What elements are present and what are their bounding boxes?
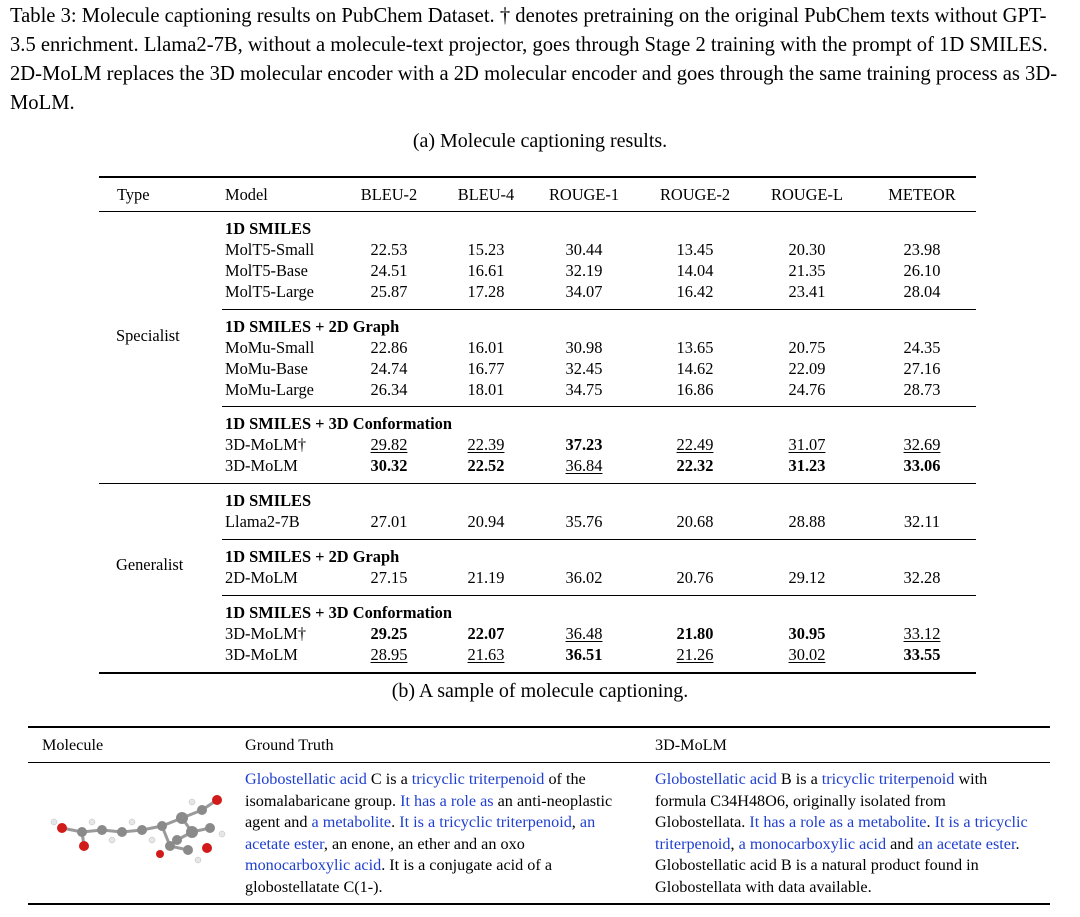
metric-cell: 20.75 bbox=[788, 338, 826, 357]
group-rule bbox=[222, 539, 976, 540]
metric-cell: 26.34 bbox=[370, 380, 408, 399]
metric-cell: 22.39 bbox=[467, 435, 505, 454]
metric-cell: 37.23 bbox=[565, 435, 603, 454]
metric-cell: 32.19 bbox=[565, 261, 603, 280]
group-title: 1D SMILES + 2D Graph bbox=[225, 547, 400, 566]
metric-cell: 29.82 bbox=[370, 435, 408, 454]
pred-span: B is a bbox=[776, 770, 822, 788]
group-rule bbox=[222, 406, 976, 407]
group-title: 1D SMILES + 3D Conformation bbox=[225, 603, 452, 622]
model-name: 2D-MoLM bbox=[225, 568, 298, 587]
gt-span: It has a role as bbox=[400, 791, 494, 810]
metric-cell: 22.09 bbox=[788, 359, 826, 378]
metric-cell: 18.01 bbox=[467, 380, 505, 399]
metric-cell: 29.12 bbox=[788, 568, 826, 587]
metric-cell: 22.52 bbox=[467, 456, 505, 475]
model-name: MoMu-Base bbox=[225, 359, 308, 378]
metric-cell: 24.51 bbox=[370, 261, 408, 280]
gt-span: , an enone, an ether and an oxo bbox=[323, 834, 525, 853]
pred-span: It has a role as a metabolite bbox=[749, 813, 927, 831]
model-name: 3D-MoLM† bbox=[225, 435, 307, 454]
gt-span: an acetate ester bbox=[245, 813, 596, 853]
gt-span: a metabolite bbox=[311, 813, 392, 831]
header-rouge1: ROUGE-1 bbox=[548, 185, 620, 204]
metric-cell: 24.74 bbox=[370, 359, 408, 378]
metric-cell: 24.35 bbox=[903, 338, 941, 357]
pred-span: a monocarboxylic acid bbox=[738, 834, 887, 853]
metric-cell: 30.95 bbox=[788, 624, 826, 643]
gt-span: tricyclic triterpenoid bbox=[411, 770, 545, 788]
sample-top-rule bbox=[28, 726, 1050, 728]
model-name: 3D-MoLM† bbox=[225, 624, 307, 643]
metric-cell: 22.07 bbox=[467, 624, 505, 643]
sample-bottom-rule bbox=[28, 903, 1050, 905]
header-meteor: METEOR bbox=[888, 185, 956, 204]
metric-cell: 23.98 bbox=[903, 240, 941, 259]
model-name: MolT5-Small bbox=[225, 240, 315, 259]
metric-cell: 30.32 bbox=[370, 456, 408, 475]
type-generalist: Generalist bbox=[116, 555, 184, 574]
metric-cell: 36.51 bbox=[565, 645, 603, 664]
subcaption-b: (b) A sample of molecule captioning. bbox=[391, 680, 689, 702]
metric-cell: 21.63 bbox=[467, 645, 505, 664]
table-caption: Table 3: Molecule captioning results on PubChem Dataset. † denotes pretraining on the original PubChem texts without GPT-3.5 enrichment. Llama2-7B, without a molecule-text projector, goes through Stage 2 training with the prompt of 1D SMILES. 2D-MoLM replaces the 3D molecular encoder with a 2D molecular encoder and goes through the same training process as 3D-MoLM. bbox=[10, 5, 1058, 114]
metric-cell: 27.16 bbox=[903, 359, 941, 378]
gt-span: C is a bbox=[366, 770, 412, 788]
metric-cell: 34.75 bbox=[565, 380, 603, 399]
metric-cell: 35.76 bbox=[565, 512, 603, 531]
metric-cell: 30.02 bbox=[788, 645, 826, 664]
metric-cell: 30.44 bbox=[565, 240, 603, 259]
molecule-3d-image bbox=[42, 788, 232, 888]
metric-cell: 23.41 bbox=[788, 282, 826, 301]
metric-cell: 26.10 bbox=[903, 261, 941, 280]
metric-cell: 32.69 bbox=[903, 435, 941, 454]
group-title: 1D SMILES + 2D Graph bbox=[225, 317, 400, 336]
type-rule bbox=[99, 483, 976, 484]
metric-cell: 22.53 bbox=[370, 240, 408, 259]
header-3dmolm: 3D-MoLM bbox=[655, 736, 727, 754]
metric-cell: 24.76 bbox=[788, 380, 826, 399]
pred-span: . Globostellatic acid B is a natural product found in Globostellata with data available. bbox=[655, 834, 1020, 896]
metric-cell: 36.48 bbox=[565, 624, 603, 643]
type-specialist: Specialist bbox=[116, 326, 180, 345]
sample-table bbox=[28, 726, 1050, 906]
metric-cell: 13.65 bbox=[676, 338, 714, 357]
pred-span: tricyclic triterpenoid bbox=[821, 770, 955, 788]
model-name: MolT5-Large bbox=[225, 282, 314, 301]
header-rule bbox=[99, 211, 976, 212]
metric-cell: 17.28 bbox=[467, 282, 505, 301]
metric-cell: 34.07 bbox=[565, 282, 603, 301]
model-name: 3D-MoLM bbox=[225, 645, 298, 664]
bottom-rule bbox=[99, 672, 976, 674]
metric-cell: 16.42 bbox=[676, 282, 714, 301]
metric-cell: 31.07 bbox=[788, 435, 826, 454]
group-title: 1D SMILES + 3D Conformation bbox=[225, 414, 452, 433]
header-molecule: Molecule bbox=[42, 736, 104, 754]
metric-cell: 14.62 bbox=[676, 359, 714, 378]
gt-span: Globostellatic acid bbox=[245, 770, 367, 788]
gt-span: of the isomalabaricane group. bbox=[245, 770, 586, 810]
top-rule bbox=[99, 176, 976, 178]
metric-cell: 27.01 bbox=[370, 512, 408, 531]
gt-span: . bbox=[391, 813, 400, 831]
model-name: MolT5-Base bbox=[225, 261, 308, 280]
metric-cell: 32.28 bbox=[903, 568, 941, 587]
metric-cell: 28.95 bbox=[370, 645, 408, 664]
header-type: Type bbox=[117, 185, 150, 204]
metric-cell: 20.68 bbox=[676, 512, 714, 531]
pred-span: It is a tricyclic triterpenoid bbox=[655, 813, 1028, 853]
metric-cell: 29.25 bbox=[370, 624, 408, 643]
metric-cell: 32.11 bbox=[903, 512, 941, 531]
sample-header-rule bbox=[28, 762, 1050, 763]
prediction-text bbox=[655, 769, 1039, 898]
ground-truth-text bbox=[245, 769, 630, 898]
metric-cell: 22.32 bbox=[676, 456, 714, 475]
metric-cell: 22.86 bbox=[370, 338, 408, 357]
group-title: 1D SMILES bbox=[225, 491, 312, 510]
metric-cell: 20.30 bbox=[788, 240, 826, 259]
metric-cell: 16.86 bbox=[676, 380, 714, 399]
metric-cell: 16.61 bbox=[467, 261, 505, 280]
metric-cell: 22.49 bbox=[676, 435, 714, 454]
header-ground-truth: Ground Truth bbox=[245, 736, 334, 754]
metric-cell: 32.45 bbox=[565, 359, 603, 378]
gt-span: It is a tricyclic triterpenoid bbox=[399, 813, 572, 831]
pred-span: and bbox=[886, 834, 918, 853]
metric-cell: 20.76 bbox=[676, 568, 714, 587]
metric-cell: 13.45 bbox=[676, 240, 714, 259]
metric-cell: 28.04 bbox=[903, 282, 941, 301]
group-title: 1D SMILES bbox=[225, 219, 312, 238]
metric-cell: 33.06 bbox=[903, 456, 941, 475]
gt-span: monocarboxylic acid bbox=[245, 856, 382, 874]
model-name: MoMu-Large bbox=[225, 380, 314, 399]
gt-span: , bbox=[571, 813, 580, 831]
group-rule bbox=[222, 309, 976, 310]
header-model: Model bbox=[225, 185, 268, 204]
metric-cell: 14.04 bbox=[676, 261, 714, 280]
pred-span: Globostellatic acid bbox=[655, 770, 777, 788]
group-rule bbox=[222, 595, 976, 596]
metric-cell: 21.35 bbox=[788, 261, 826, 280]
pred-span: with formula C34H48O6, originally isolated from Globostellata. bbox=[655, 770, 988, 831]
model-name: 3D-MoLM bbox=[225, 456, 298, 475]
metric-cell: 15.23 bbox=[467, 240, 505, 259]
pred-span: . bbox=[926, 813, 935, 831]
metric-cell: 25.87 bbox=[370, 282, 408, 301]
metric-cell: 21.26 bbox=[676, 645, 714, 664]
header-rougeL: ROUGE-L bbox=[771, 185, 843, 204]
metric-cell: 16.01 bbox=[467, 338, 505, 357]
gt-span: . It is a conjugate acid of a globostellatate C(1-). bbox=[245, 856, 553, 896]
subcaption-a: (a) Molecule captioning results. bbox=[412, 130, 668, 152]
gt-span: an anti-neoplastic agent and bbox=[245, 791, 613, 831]
model-name: MoMu-Small bbox=[225, 338, 315, 357]
metric-cell: 21.19 bbox=[467, 568, 505, 587]
metric-cell: 21.80 bbox=[676, 624, 714, 643]
metric-cell: 16.77 bbox=[467, 359, 505, 378]
metric-cell: 36.02 bbox=[565, 568, 603, 587]
header-rouge2: ROUGE-2 bbox=[659, 185, 731, 204]
pred-span: , bbox=[730, 834, 739, 853]
header-bleu4: BLEU-4 bbox=[457, 185, 515, 204]
metric-cell: 33.55 bbox=[903, 645, 941, 664]
model-name: Llama2-7B bbox=[225, 512, 300, 531]
pred-span: an acetate ester bbox=[917, 834, 1016, 853]
metric-cell: 31.23 bbox=[788, 456, 826, 475]
metric-cell: 20.94 bbox=[467, 512, 505, 531]
metric-cell: 27.15 bbox=[370, 568, 408, 587]
metric-cell: 33.12 bbox=[903, 624, 941, 643]
metric-cell: 28.88 bbox=[788, 512, 826, 531]
header-bleu2: BLEU-2 bbox=[360, 185, 418, 204]
metric-cell: 28.73 bbox=[903, 380, 941, 399]
metric-cell: 36.84 bbox=[565, 456, 603, 475]
metric-cell: 30.98 bbox=[565, 338, 603, 357]
